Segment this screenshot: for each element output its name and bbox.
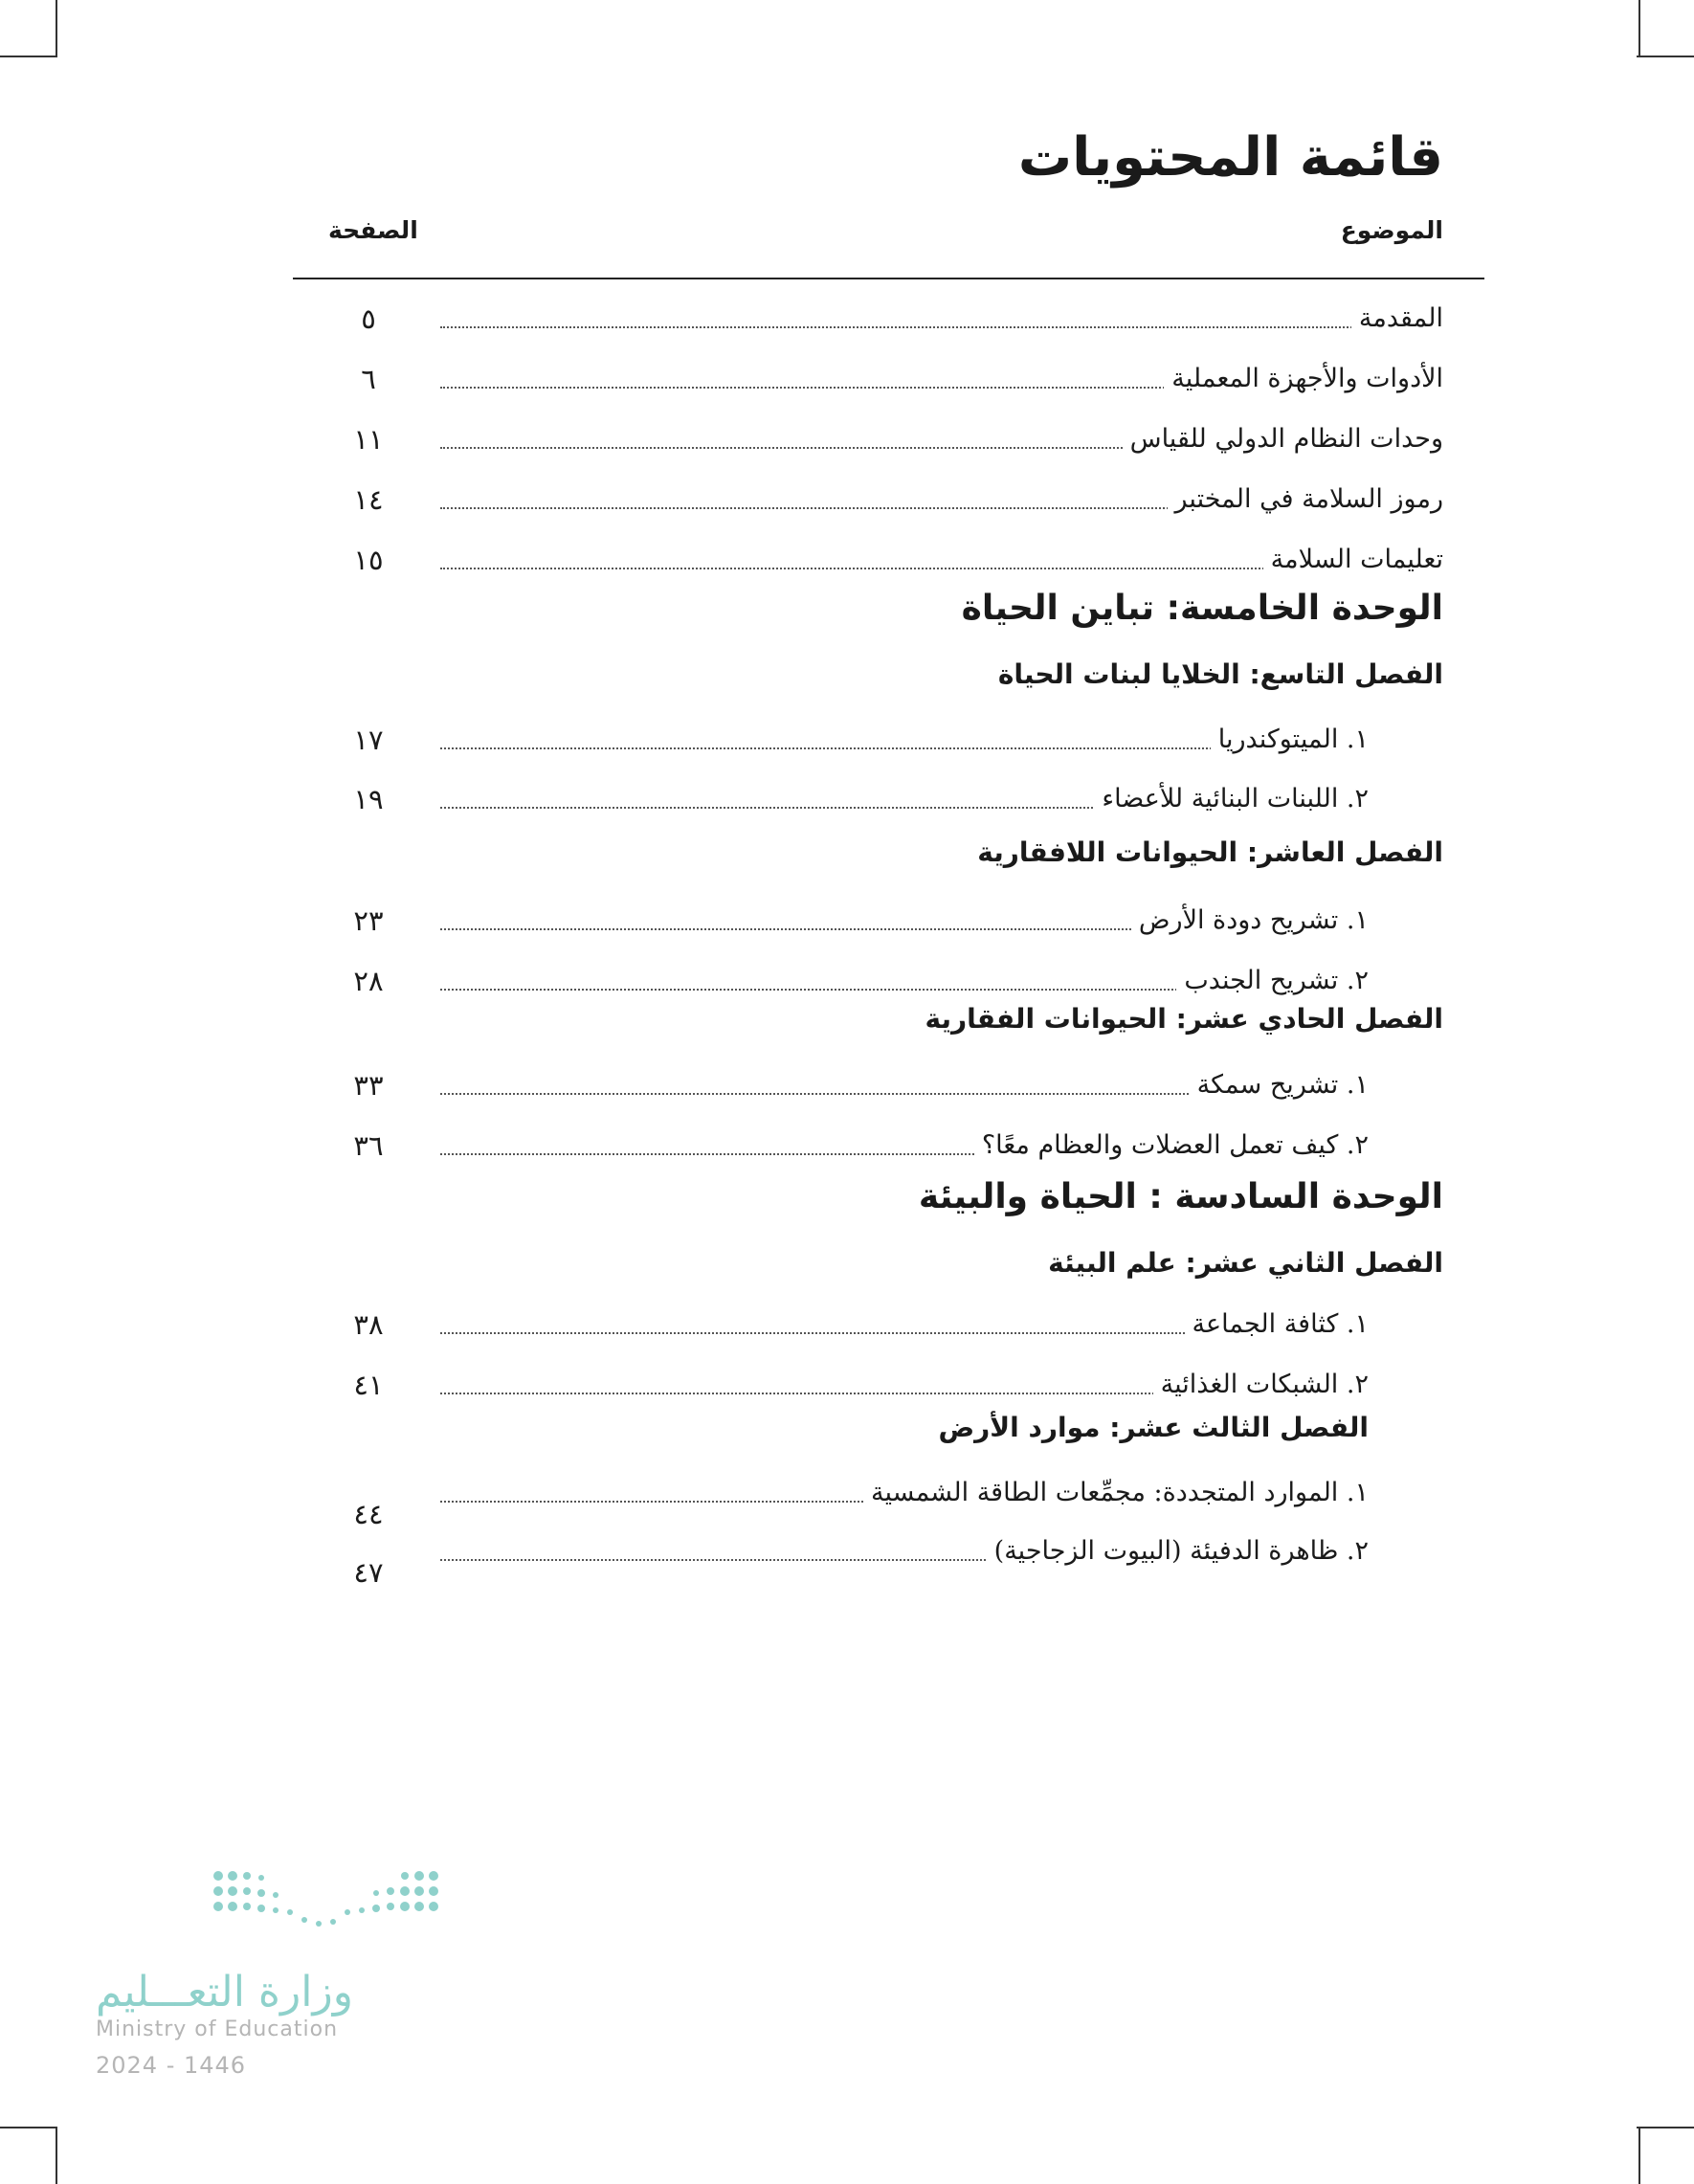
- toc-entry[interactable]: [0, 1061, 1694, 1109]
- dot-leader: [440, 326, 1443, 328]
- toc-entry[interactable]: [0, 415, 1694, 463]
- toc-entry-label: ٢. كيف تعمل العضلات والعظام معًا؟: [974, 1122, 1369, 1170]
- crop-mark: [0, 56, 57, 57]
- toc-entry-label: ١. الميتوكندريا: [1211, 716, 1369, 764]
- toc-entry[interactable]: [0, 1527, 1694, 1589]
- toc-entry-label: ١. تشريح سمكة: [1190, 1061, 1369, 1109]
- toc-entry-page: ٤٤: [353, 1498, 384, 1530]
- toc-entry-page: ٣٣: [353, 1069, 384, 1102]
- unit-heading: الوحدة السادسة : الحياة والبيئة: [918, 1177, 1443, 1216]
- toc-entry-page: ٥: [361, 302, 376, 335]
- column-header-page: الصفحة: [328, 216, 418, 244]
- toc-entry[interactable]: [0, 775, 1694, 823]
- toc-entry-page: ١٩: [353, 783, 384, 815]
- toc-entry[interactable]: [0, 355, 1694, 403]
- toc-entry-label: ٢. الشبكات الغذائية: [1153, 1361, 1369, 1409]
- toc-entry-label: الأدوات والأجهزة المعملية: [1164, 355, 1443, 403]
- toc-entry[interactable]: [0, 476, 1694, 524]
- ministry-name-english: Ministry of Education: [96, 2017, 339, 2041]
- crop-mark: [1637, 2127, 1694, 2128]
- toc-entry-page: ٢٨: [353, 965, 384, 997]
- toc-entry[interactable]: [0, 1361, 1694, 1409]
- chapter-heading: الفصل الثالث عشر: موارد الأرض: [938, 1412, 1369, 1443]
- header-divider: [293, 278, 1484, 279]
- crop-mark: [0, 2127, 57, 2128]
- crop-mark: [56, 0, 57, 57]
- toc-entry[interactable]: [0, 1301, 1694, 1348]
- toc-entry[interactable]: [0, 1469, 1694, 1530]
- chapter-heading: الفصل التاسع: الخلايا لبنات الحياة: [997, 658, 1443, 690]
- toc-entry-label: ٢. اللبنات البنائية للأعضاء: [1094, 775, 1369, 823]
- toc-entry-label: رموز السلامة في المختبر: [1168, 476, 1443, 524]
- chapter-heading: الفصل العاشر: الحيوانات اللافقارية: [977, 836, 1443, 868]
- toc-entry-page: ١٤: [353, 483, 384, 516]
- toc-entry-label: ٢. تشريح الجندب: [1176, 957, 1369, 1005]
- toc-entry[interactable]: [0, 295, 1694, 343]
- toc-entry-label: المقدمة: [1351, 295, 1443, 343]
- crop-mark: [1638, 0, 1640, 57]
- toc-entry-label: ١. الموارد المتجددة: مجمِّعات الطاقة الشمسية: [863, 1469, 1369, 1517]
- toc-entry-label: ٢. ظاهرة الدفيئة (البيوت الزجاجية): [987, 1527, 1369, 1575]
- ministry-logo-dots-icon: [209, 1866, 448, 1943]
- toc-entry-page: ٦: [361, 363, 376, 395]
- ministry-name-arabic: وزارة التعـــليم: [96, 1968, 353, 2017]
- toc-entry-page: ٤١: [353, 1369, 384, 1401]
- toc-entry[interactable]: [0, 1122, 1694, 1170]
- edition-year: 2024 - 1446: [96, 2052, 247, 2079]
- column-header-topic: الموضوع: [1340, 216, 1443, 244]
- unit-heading: الوحدة الخامسة: تباين الحياة: [961, 589, 1443, 628]
- toc-entry[interactable]: [0, 897, 1694, 945]
- chapter-heading: الفصل الحادي عشر: الحيوانات الفقارية: [925, 1003, 1443, 1035]
- page-title: قائمة المحتويات: [1017, 126, 1443, 189]
- toc-entry-page: ١٥: [353, 544, 384, 576]
- toc-entry-page: ٣٦: [353, 1129, 384, 1162]
- toc-entry-label: ١. كثافة الجماعة: [1185, 1301, 1369, 1348]
- toc-entry[interactable]: [0, 536, 1694, 584]
- toc-entry-page: ٢٣: [353, 904, 384, 937]
- crop-mark: [1637, 56, 1694, 57]
- toc-entry-page: ٣٨: [353, 1308, 384, 1341]
- toc-entry-page: ١١: [353, 423, 384, 456]
- toc-entry[interactable]: [0, 957, 1694, 1005]
- toc-entry-page: ٤٧: [353, 1556, 384, 1589]
- toc-entry-label: وحدات النظام الدولي للقياس: [1123, 415, 1443, 463]
- crop-mark: [1638, 2127, 1640, 2184]
- crop-mark: [56, 2127, 57, 2184]
- toc-entry-label: ١. تشريح دودة الأرض: [1131, 897, 1369, 945]
- toc-entry[interactable]: [0, 716, 1694, 764]
- chapter-heading: الفصل الثاني عشر: علم البيئة: [1048, 1247, 1443, 1279]
- toc-entry-label: تعليمات السلامة: [1263, 536, 1443, 584]
- toc-entry-page: ١٧: [353, 724, 384, 756]
